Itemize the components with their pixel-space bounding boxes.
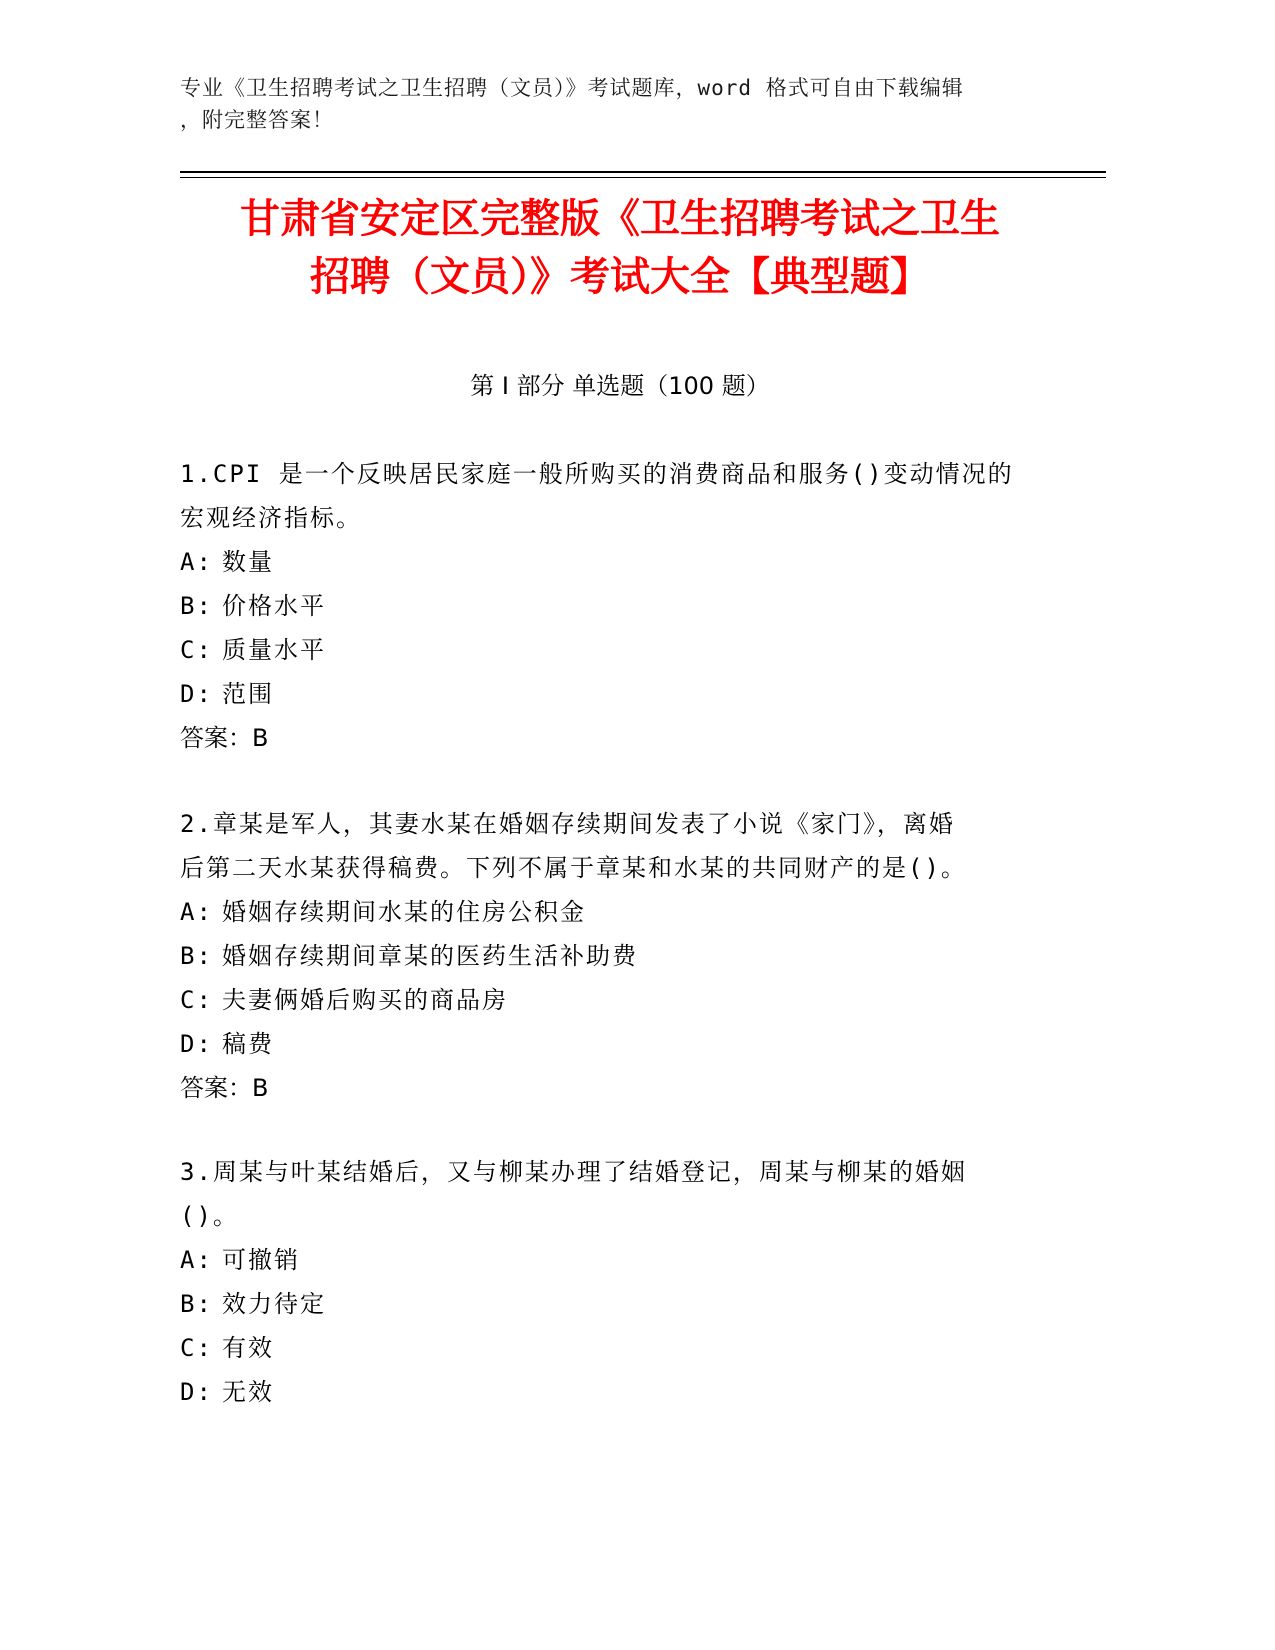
question-3 — [180, 1150, 1040, 1414]
document-title — [180, 190, 1060, 306]
option-text: 稿费 — [222, 1030, 274, 1058]
header-note-line: ，附完整答案！ — [180, 108, 334, 132]
option-d — [180, 672, 1040, 716]
header-divider-thin — [180, 177, 1106, 178]
option-letter: B: — [180, 592, 213, 620]
option-a — [180, 1238, 1040, 1282]
option-letter: C: — [180, 986, 213, 1014]
question-answer: 答案：B — [180, 724, 269, 752]
question-stem-line: 宏观经济指标。 — [180, 504, 362, 532]
option-text: 价格水平 — [222, 592, 326, 620]
option-letter: D: — [180, 1378, 213, 1406]
header-note-line: 专业《卫生招聘考试之卫生招聘（文员）》考试题库，word 格式可自由下载编辑 — [180, 76, 964, 100]
option-text: 数量 — [222, 548, 274, 576]
header-divider-thick — [180, 171, 1106, 173]
option-b — [180, 1282, 1040, 1326]
option-letter: D: — [180, 1030, 213, 1058]
option-text: 无效 — [222, 1378, 274, 1406]
document-title-line: 招聘（文员）》考试大全【典型题】 — [310, 254, 930, 300]
option-b — [180, 934, 1040, 978]
question-stem — [180, 802, 1040, 890]
option-letter: B: — [180, 942, 213, 970]
question-stem-line: 1.CPI 是一个反映居民家庭一般所购买的消费商品和服务()变动情况的 — [180, 460, 1014, 488]
option-letter: B: — [180, 1290, 213, 1318]
option-text: 可撤销 — [222, 1246, 300, 1274]
question-stem-line: 2.章某是军人，其妻水某在婚姻存续期间发表了小说《家门》，离婚 — [180, 810, 955, 838]
question-stem-line: ()。 — [180, 1202, 239, 1230]
option-c — [180, 978, 1040, 1022]
option-letter: A: — [180, 898, 213, 926]
option-text: 质量水平 — [222, 636, 326, 664]
option-c — [180, 628, 1040, 672]
option-text: 范围 — [222, 680, 274, 708]
option-a — [180, 540, 1040, 584]
document-title-line: 甘肃省安定区完整版《卫生招聘考试之卫生 — [240, 196, 1000, 242]
option-letter: A: — [180, 548, 213, 576]
question-answer: 答案：B — [180, 1074, 269, 1102]
option-letter: C: — [180, 636, 213, 664]
option-text: 有效 — [222, 1334, 274, 1362]
option-text: 婚姻存续期间章某的医药生活补助费 — [222, 942, 638, 970]
question-1 — [180, 452, 1040, 760]
option-letter: A: — [180, 1246, 213, 1274]
header-note — [180, 72, 1060, 136]
option-a — [180, 890, 1040, 934]
option-text: 婚姻存续期间水某的住房公积金 — [222, 898, 586, 926]
section-title: 第 I 部分 单选题（100 题） — [470, 372, 770, 400]
option-d — [180, 1370, 1040, 1414]
option-letter: D: — [180, 680, 213, 708]
option-letter: C: — [180, 1334, 213, 1362]
option-c — [180, 1326, 1040, 1370]
option-d — [180, 1022, 1040, 1066]
question-stem — [180, 452, 1040, 540]
question-stem-line: 后第二天水某获得稿费。下列不属于章某和水某的共同财产的是()。 — [180, 854, 967, 882]
question-stem-line: 3.周某与叶某结婚后，又与柳某办理了结婚登记，周某与柳某的婚姻 — [180, 1158, 967, 1186]
option-text: 夫妻俩婚后购买的商品房 — [222, 986, 508, 1014]
question-2 — [180, 802, 1040, 1110]
option-text: 效力待定 — [222, 1290, 326, 1318]
option-b — [180, 584, 1040, 628]
question-stem — [180, 1150, 1040, 1238]
